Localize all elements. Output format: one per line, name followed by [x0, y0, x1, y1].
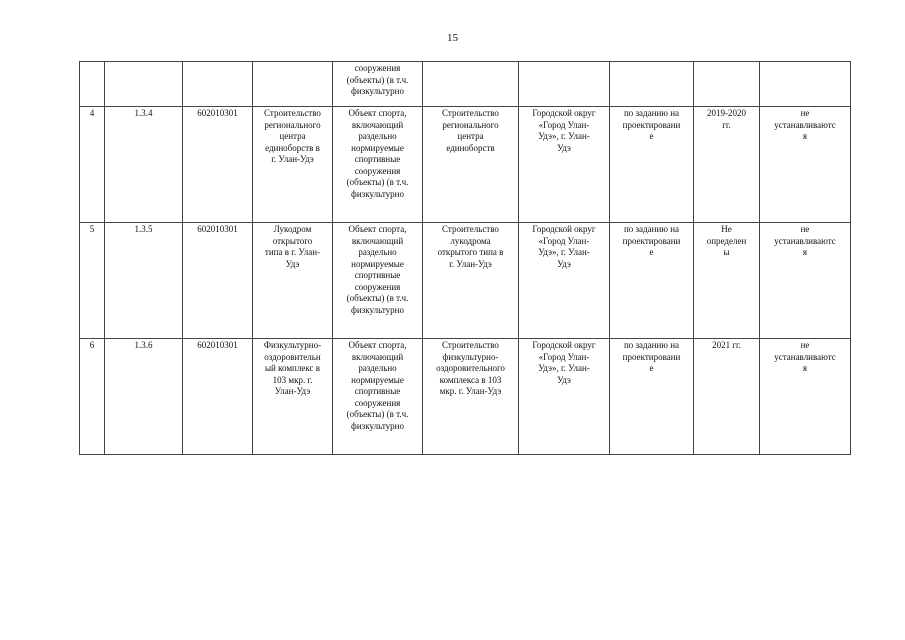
cell-period: Не определен ы — [694, 223, 760, 339]
cell-kbk: 602010301 — [183, 339, 253, 455]
cell-event — [423, 62, 519, 107]
cell-status — [760, 62, 851, 107]
cell-name: Лукодром открытого типа в г. Улан- Удэ — [253, 223, 333, 339]
cell-event: Строительство регионального центра единоборств — [423, 107, 519, 223]
cell-status: не устанавливаютс я — [760, 223, 851, 339]
cell-event: Строительство физкультурно- оздоровительного комплекса в 103 мкр. г. Улан-Удэ — [423, 339, 519, 455]
cell-location: Городской округ «Город Улан- Удэ», г. Улан- Удэ — [519, 107, 610, 223]
cell-event: Строительство лукодрома открытого типа в г. Улан-Удэ — [423, 223, 519, 339]
cell-num — [80, 62, 105, 107]
cell-object-type: Объект спорта, включающий раздельно нормируемые спортивные сооружения (объекты) (в т.ч. физкультурно — [333, 339, 423, 455]
cell-status: не устанавливаютс я — [760, 107, 851, 223]
cell-basis: по заданию на проектировани е — [610, 107, 694, 223]
table-row-continuation — [80, 62, 851, 107]
cell-num: 6 — [80, 339, 105, 455]
cell-name: Физкультурно- оздоровительн ый комплекс в 103 мкр. г. Улан-Удэ — [253, 339, 333, 455]
cell-num: 4 — [80, 107, 105, 223]
cell-status: не устанавливаютс я — [760, 339, 851, 455]
cell-period: 2019-2020 гг. — [694, 107, 760, 223]
table-row — [80, 107, 851, 223]
cell-kbk: 602010301 — [183, 107, 253, 223]
cell-code — [105, 62, 183, 107]
cell-period — [694, 62, 760, 107]
cell-object-type: Объект спорта, включающий раздельно нормируемые спортивные сооружения (объекты) (в т.ч. физкультурно — [333, 223, 423, 339]
cell-code: 1.3.6 — [105, 339, 183, 455]
cell-period: 2021 гг. — [694, 339, 760, 455]
cell-object-type: Объект спорта, включающий раздельно нормируемые спортивные сооружения (объекты) (в т.ч. физкультурно — [333, 107, 423, 223]
cell-kbk — [183, 62, 253, 107]
cell-location: Городской округ «Город Улан- Удэ», г. Улан- Удэ — [519, 223, 610, 339]
table-row — [80, 339, 851, 455]
cell-num: 5 — [80, 223, 105, 339]
cell-basis: по заданию на проектировани е — [610, 339, 694, 455]
cell-name — [253, 62, 333, 107]
cell-code: 1.3.5 — [105, 223, 183, 339]
cell-name: Строительство регионального центра единоборств в г. Улан-Удэ — [253, 107, 333, 223]
cell-location — [519, 62, 610, 107]
cell-basis — [610, 62, 694, 107]
cell-object-type: сооружения (объекты) (в т.ч. физкультурно — [333, 62, 423, 107]
objects-table — [79, 61, 851, 455]
cell-code: 1.3.4 — [105, 107, 183, 223]
table-row — [80, 223, 851, 339]
page-number: 15 — [447, 32, 458, 44]
cell-kbk: 602010301 — [183, 223, 253, 339]
cell-basis: по заданию на проектировани е — [610, 223, 694, 339]
cell-location: Городской округ «Город Улан- Удэ», г. Улан- Удэ — [519, 339, 610, 455]
